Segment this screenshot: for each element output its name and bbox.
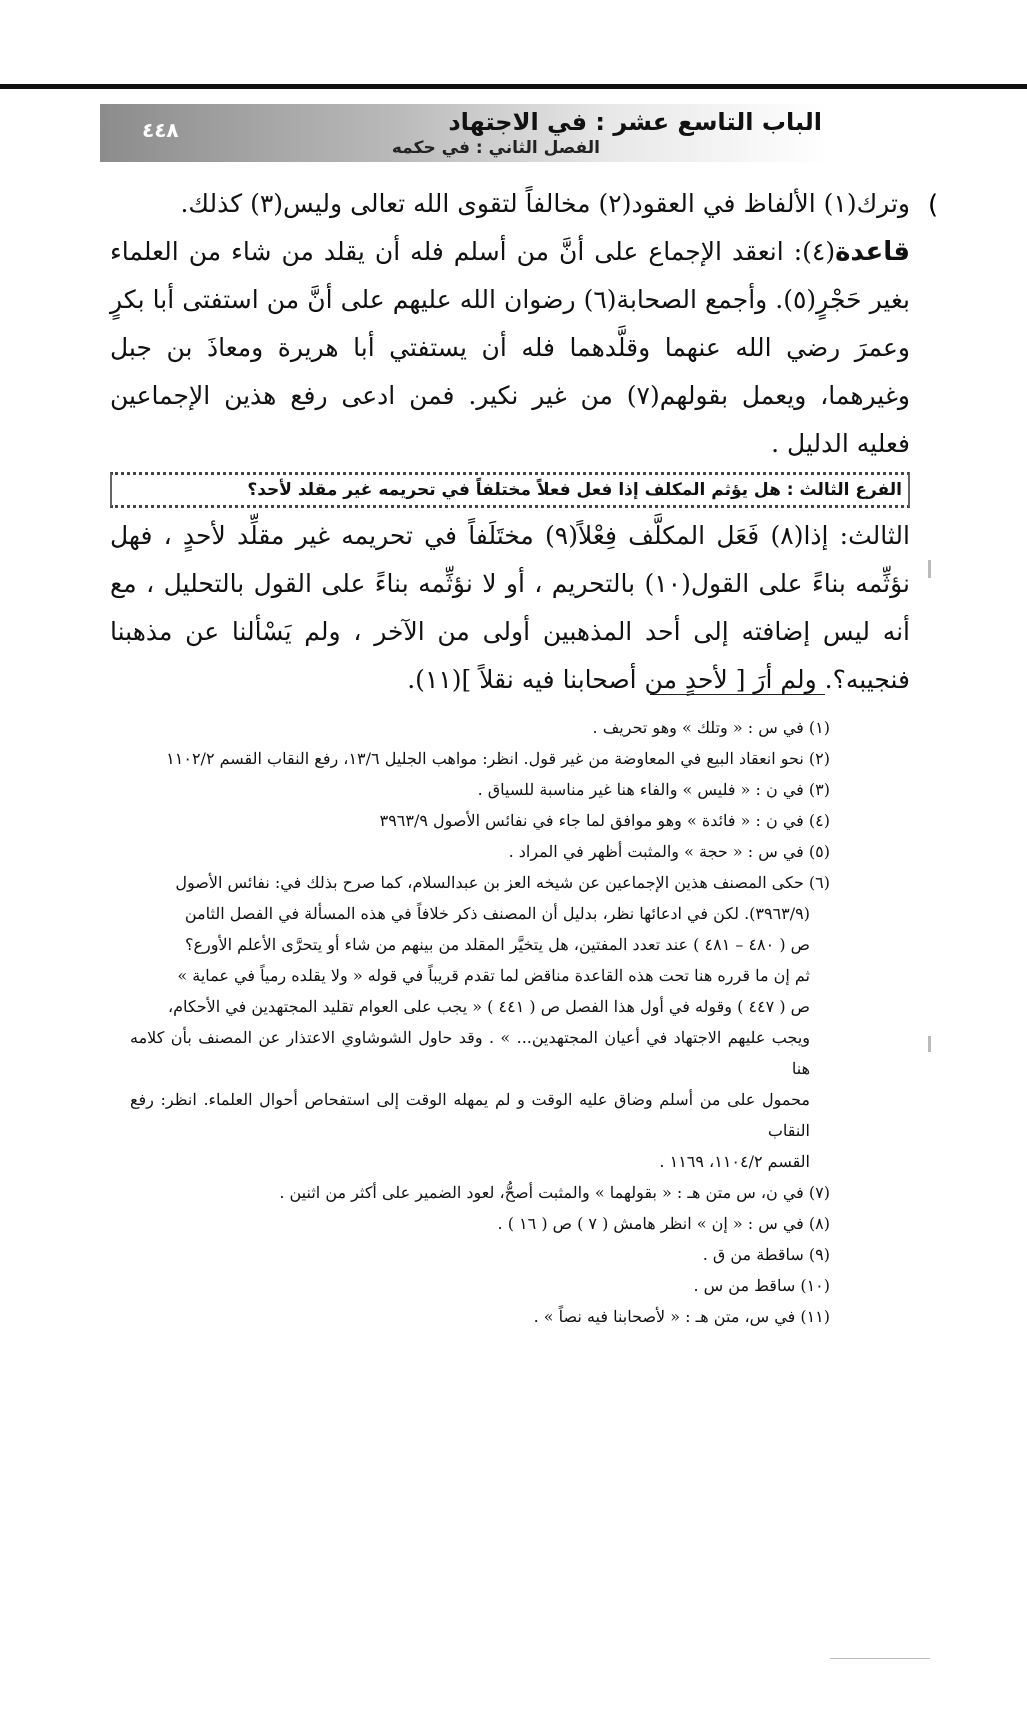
footnote-separator — [650, 694, 825, 695]
top-rule — [0, 84, 1027, 89]
footnote-6-cont: ص ( ٤٨٠ – ٤٨١ ) عند تعدد المفتين، هل يتخيَّر المقلد من بينهم من شاء أو يتحرَّى الأعلم الأورع؟ — [184, 935, 810, 954]
footnote-2: (٢) نحو انعقاد البيع في المعاوضة من غير قول. انظر: مواهب الجليل ١٣/٦، رفع النقاب القسم ١١٠٢/٢ — [166, 749, 830, 768]
footnote-6-cont: محمول على من أسلم وضاق عليه الوقت و لم يمهله الوقت إلى استفحاص أحوال العلماء. انظر: رفع النقاب — [130, 1090, 810, 1140]
section-title: الفصل الثاني : في حكمه — [391, 138, 600, 158]
footnote-6-cont: (٣٩٦٣/٩). لكن في ادعائها نظر، بدليل أن المصنف ذكر خلافاً في هذه المسألة في الفصل الثامن — [184, 904, 810, 923]
paragraph-third: الثالث: إذا(٨) فَعَل المكلَّف فِعْلاً(٩) مختَلَفاً في تحريمه غير مقلِّد لأحدٍ ، فهل نؤثِّمه بناءً على القول(١٠) بالتحريم ، أو لا نؤثِّمه بناءً على القول بالتحليل ، مع أنه ليس إضافته إلى أحد المذهبين أولى من الآخر ، ولم يَسْألنا عن مذهبنا فنجيبه؟. ولم أرَ [ لأحدٍ من أصحابنا فيه نقلاً ](١١). — [110, 521, 910, 694]
footnote-6-cont: ويجب عليهم الاجتهاد في أعيان المجتهدين... » . وقد حاول الشوشاوي الاعتذار عن المصنف بأن كلامه هنا — [130, 1028, 810, 1078]
footnote-6: (٦) حكى المصنف هذين الإجماعين عن شيخه العز بن عبدالسلام، كما صرح بذلك في: نفائس الأصول — [175, 873, 830, 892]
running-header — [100, 104, 830, 162]
footnote-8: (٨) في س : « إن » انظر هامش ( ٧ ) ص ( ١٦ ) . — [497, 1214, 830, 1233]
footnotes — [130, 712, 830, 1332]
footnote-9: (٩) ساقطة من ق . — [702, 1245, 830, 1264]
page-number: ٤٤٨ — [142, 118, 179, 142]
main-text — [110, 180, 910, 704]
footnote-11: (١١) في س، متن هـ : « لأصحابنا فيه نصاً » . — [533, 1307, 830, 1326]
scan-edge-mark — [928, 560, 931, 578]
footnote-6-cont: ثم إن ما قرره هنا تحت هذه القاعدة مناقض لما تقدم قريباً في قوله « ولا يقلده رمياً في عماية » — [177, 966, 810, 985]
paragraph-1: وترك(١) الألفاظ في العقود(٢) مخالفاً لتقوى الله تعالى وليس(٣) كذلك. — [180, 189, 910, 218]
footnote-3: (٣) في ن : « فليس » والفاء هنا غير مناسبة للسياق . — [477, 780, 830, 799]
footnote-6-cont: ص ( ٤٤٧ ) وقوله في أول هذا الفصل ص ( ٤٤١ ) « يجب على العوام تقليد المجتهدين في الأحكام، — [167, 997, 810, 1016]
footnote-4: (٤) في ن : « فائدة » وهو موافق لما جاء في نفائس الأصول ٣٩٦٣/٩ — [379, 811, 830, 830]
footnote-7: (٧) في ن، س متن هـ : « بقولهما » والمثبت أصحُّ، لعود الضمير على أكثر من اثنين . — [279, 1183, 830, 1202]
chapter-title: الباب التاسع عشر : في الاجتهاد — [448, 108, 822, 136]
scan-edge-mark — [928, 1036, 931, 1052]
paragraph-rule — [110, 228, 910, 468]
rule-text: (٤): انعقد الإجماع على أنَّ من أسلم فله أن يقلد من شاء من العلماء بغير حَجْرٍ(٥). وأجمع الصحابة(٦) رضوان الله عليهم على أنَّ من استفتى أبا بكرٍ وعمرَ رضي الله عنهما وقلَّدهما فله أن يستفتي أبا هريرة ومعاذَ بن جبل وغيرهما، ويعمل بقولهم(٧) من غير نكير. فمن ادعى رفع هذين الإجماعين فعليه الدليل . — [110, 237, 910, 458]
scan-edge-dash — [830, 1658, 930, 1659]
margin-bracket: ( — [928, 190, 939, 220]
rule-keyword: قاعدة — [835, 237, 910, 267]
subsection-banner: الفرع الثالث : هل يؤثم المكلف إذا فعل فعلاً مختلفاً في تحريمه غير مقلد لأحد؟ — [110, 472, 910, 508]
footnote-10: (١٠) ساقط من س . — [693, 1276, 830, 1295]
footnote-6-cont: القسم ١١٠٤/٢، ١١٦٩ . — [659, 1152, 810, 1171]
footnote-1: (١) في س : « وتلك » وهو تحريف . — [592, 718, 830, 737]
footnote-5: (٥) في س : « حجة » والمثبت أظهر في المراد . — [508, 842, 830, 861]
